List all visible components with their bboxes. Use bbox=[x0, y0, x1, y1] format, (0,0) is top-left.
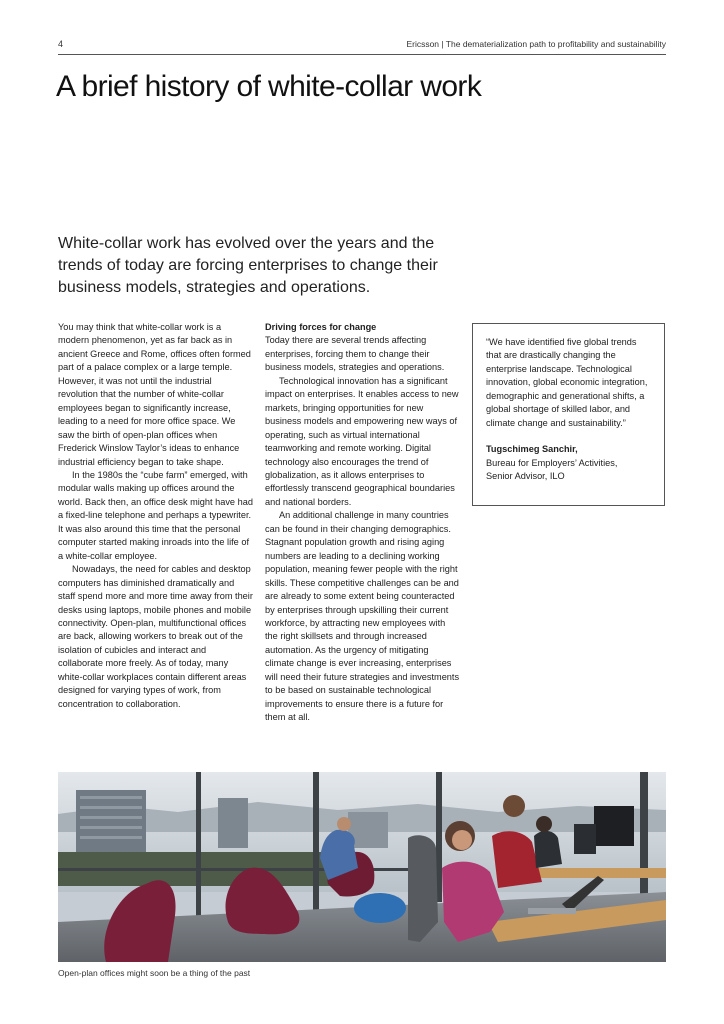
body-column-1 bbox=[58, 321, 253, 711]
column2-paragraph-3: An additional challenge in many countries can be found in their changing demographics. Stagnant population growth and rising aging numbers are leading to a declining working population, meaning fewer people with the right skills. These competitive challenges can be and are already to some extent being counteracted by enterprises through upskilling their current workforce, by attracting new employees with the right skillsets and through increased automation. As the urgency of mitigating climate change is ever increasing, enterprises will need their future strategies and investments to be based on sustainable technological improvements to ensure there is a future for them at all. bbox=[265, 510, 460, 723]
running-header: Ericsson | The dematerialization path to profitability and sustainability bbox=[406, 39, 666, 49]
office-photo-illustration bbox=[58, 772, 666, 962]
column2-heading: Driving forces for change bbox=[265, 322, 377, 332]
column2-paragraph-1: Today there are several trends affecting enterprises, forcing them to change their business models, strategies and operations. bbox=[265, 335, 445, 373]
quote-box bbox=[472, 323, 665, 506]
lead-paragraph: White-collar work has evolved over the years and the trends of today are forcing enterprises to change their business models, strategies and operations. bbox=[58, 235, 438, 296]
column1-paragraph-2: In the 1980s the “cube farm” emerged, with modular walls making up offices around the world. Back then, an office desk might have had a fixed-line telephone and perhaps a typewriter. It was also around this time that the personal computer started making inroads into the life of a white-collar employee. bbox=[58, 469, 253, 561]
page-title: A brief history of white-collar work bbox=[56, 70, 482, 103]
column1-paragraph-3: Nowadays, the need for cables and desktop computers has diminished dramatically and staff spend more and more time away from their desks using laptops, mobile phones and mobile connectivity. Open-plan, multifunctional offices are back, allowing workers to break out of the isolation of cubicles and interact and collaborate more freely. As of today, many white-collar workplaces contain different areas designed for varying types of work, from concentration to collaboration. bbox=[58, 564, 253, 709]
quote-text: “We have identified five global trends that are drastically changing the enterprise landscape. Technological innovation, global economic integration, demographic and generational shifts, a global shortage of skilled labor, and climate change and sustainability.” bbox=[486, 337, 648, 428]
window-mullion bbox=[313, 772, 319, 922]
column2-paragraph-2: Technological innovation has a significant impact on enterprises. It enables access to new markets, bringing opportunities for new business models and empowering new ways of operating, such as virtual international teamworking and remote working. Digital technology also encourages the trend of globalization, as it allows enterprises to effortlessly transcend geographical boundaries and national borders. bbox=[265, 375, 459, 507]
monitor bbox=[594, 806, 634, 846]
body-column-2 bbox=[265, 321, 460, 725]
lounge-chair bbox=[104, 880, 175, 962]
photo-caption: Open-plan offices might soon be a thing of the past bbox=[58, 968, 251, 978]
office-building bbox=[76, 790, 146, 858]
desk bbox=[528, 868, 666, 878]
monitor bbox=[574, 824, 596, 854]
window-mullion bbox=[196, 772, 201, 922]
quote-role-line-2: Senior Advisor, ILO bbox=[486, 471, 565, 482]
header-rule bbox=[58, 54, 666, 55]
stool bbox=[354, 893, 406, 923]
quote-author: Tugschimeg Sanchir, bbox=[486, 444, 578, 455]
window-mullion bbox=[640, 772, 648, 902]
quote-role-line-1: Bureau for Employers’ Activities, bbox=[486, 457, 618, 468]
office-photo bbox=[58, 772, 666, 962]
column1-paragraph-1: You may think that white-collar work is a modern phenomenon, yet as far back as in ancient Greece and Rome, offices often formed part of a palace complex or a large temple. However, it was not until the industrial revolution that the number of white-collar employees began to significantly increase, leading to a need for more office space. We saw the birth of open-plan offices when Frederick Winslow Taylor’s ideas to enhance industrial efficiency began to take shape. bbox=[58, 322, 251, 467]
office-chair bbox=[408, 835, 438, 942]
page-number: 4 bbox=[58, 39, 64, 49]
